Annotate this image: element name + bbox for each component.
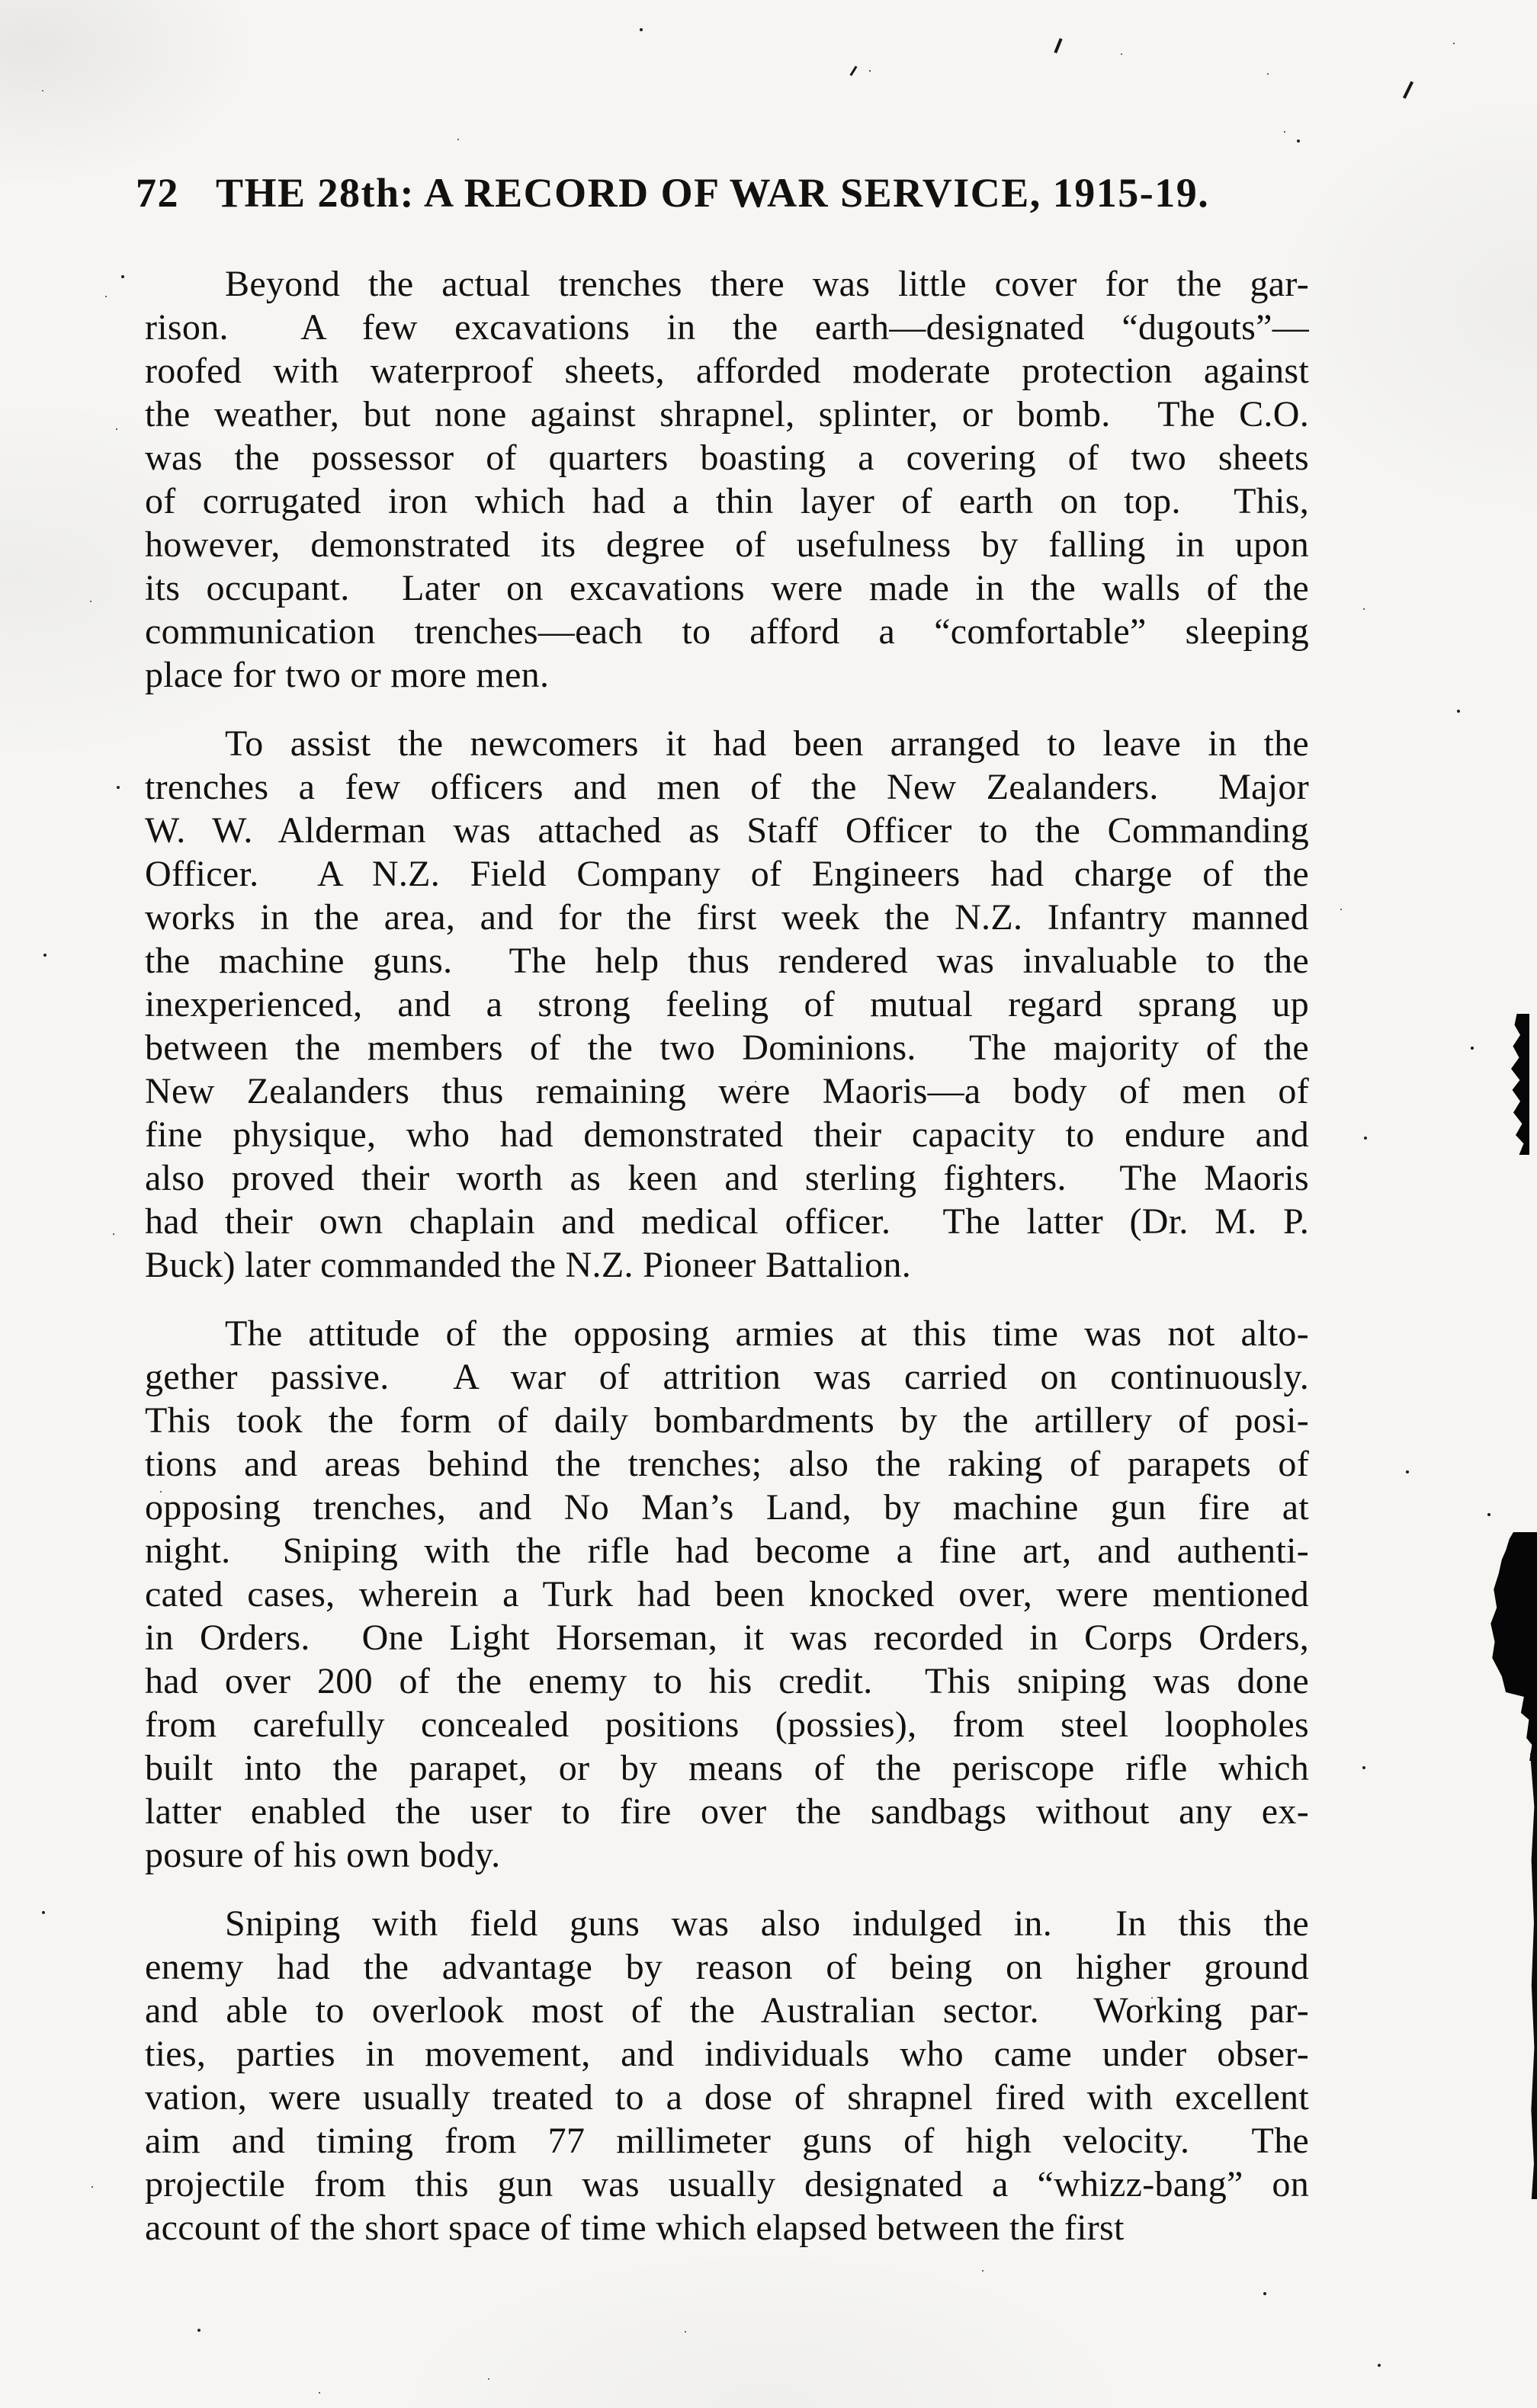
text-line: however, demonstrated its degree of usefulness by falling in upon [145, 524, 1309, 565]
scan-scratch-mark [1403, 81, 1413, 98]
text-line: between the members of the two Dominions. The majority of the [145, 1028, 1309, 1068]
paragraph [145, 262, 1309, 697]
text-line: works in the area, and for the first week the N.Z. Infantry manned [145, 897, 1309, 938]
text-line: This took the form of daily bombardments by the artillery of posi- [145, 1400, 1309, 1441]
text-line: night. Sniping with the rifle had become a fine art, and authenti- [145, 1531, 1309, 1571]
text-line: communication trenches—each to afford a “comfortable” sleeping [145, 611, 1309, 652]
text-line: its occupant. Later on excavations were made in the walls of the [145, 568, 1309, 608]
text-line: cated cases, wherein a Turk had been knocked over, were mentioned [145, 1574, 1309, 1614]
paragraph [145, 722, 1309, 1287]
text-line: Beyond the actual trenches there was little cover for the gar- [225, 264, 1309, 304]
text-line: Sniping with field guns was also indulged in. In this the [225, 1903, 1309, 1944]
text-line: place for two or more men. [145, 655, 550, 695]
ink-blot [1487, 1532, 1537, 1761]
text-line: New Zealanders thus remaining were Maoris—a body of men of [145, 1071, 1309, 1111]
text-line: had over 200 of the enemy to his credit. This sniping was done [145, 1661, 1309, 1701]
running-title: THE 28th: A RECORD OF WAR SERVICE, 1915-19. [216, 170, 1210, 216]
text-line: rison. A few excavations in the earth—designated “dugouts”— [145, 307, 1309, 348]
text-line: inexperienced, and a strong feeling of mutual regard sprang up [145, 984, 1309, 1024]
text-line: posure of his own body. [145, 1835, 501, 1875]
text-line: To assist the newcomers it had been arranged to leave in the [225, 723, 1309, 764]
paragraph [145, 1902, 1309, 2249]
text-line: Officer. A N.Z. Field Company of Engineers had charge of the [145, 854, 1309, 894]
text-line: vation, were usually treated to a dose of shrapnel fired with excellent [145, 2077, 1309, 2118]
text-line: tions and areas behind the trenches; also the raking of parapets of [145, 1444, 1309, 1484]
text-line: ties, parties in movement, and individuals who came under obser- [145, 2034, 1309, 2074]
text-line: from carefully concealed positions (possies), from steel loopholes [145, 1704, 1309, 1745]
text-line: fine physique, who had demonstrated their capacity to endure and [145, 1114, 1309, 1155]
text-line: and able to overlook most of the Australian sector. Working par- [145, 1990, 1309, 2031]
text-line: projectile from this gun was usually designated a “whizz-bang” on [145, 2164, 1309, 2204]
text-line: the machine guns. The help thus rendered was invaluable to the [145, 941, 1309, 981]
paragraph [145, 1312, 1309, 1877]
page-header [136, 169, 1209, 216]
scan-scratch-mark [850, 66, 858, 75]
text-line: also proved their worth as keen and sterling fighters. The Maoris [145, 1158, 1309, 1198]
text-line: the weather, but none against shrapnel, splinter, or bomb. The C.O. [145, 394, 1309, 434]
page-number: 72 [136, 170, 179, 216]
text-line: trenches a few officers and men of the New Zealanders. Major [145, 767, 1309, 807]
text-line: was the possessor of quarters boasting a covering of two sheets [145, 438, 1309, 478]
text-line: had their own chaplain and medical officer. The latter (Dr. M. P. [145, 1201, 1309, 1242]
text-line: roofed with waterproof sheets, afforded moderate protection against [145, 351, 1309, 391]
text-line: latter enabled the user to fire over the sandbags without any ex- [145, 1791, 1309, 1832]
text-line: enemy had the advantage by reason of being on higher ground [145, 1947, 1309, 1987]
text-line: aim and timing from 77 millimeter guns of high velocity. The [145, 2121, 1309, 2161]
text-line: in Orders. One Light Horseman, it was recorded in Corps Orders, [145, 1618, 1309, 1658]
text-line: The attitude of the opposing armies at this time was not alto- [225, 1313, 1309, 1354]
text-line: opposing trenches, and No Man’s Land, by machine gun fire at [145, 1487, 1309, 1528]
page-edge-shadow [1530, 1753, 1537, 2199]
text-line: gether passive. A war of attrition was carried on continuously. [145, 1357, 1309, 1397]
text-block [145, 262, 1309, 2249]
text-line: Buck) later commanded the N.Z. Pioneer Battalion. [145, 1245, 912, 1285]
scan-scratch-mark [1054, 38, 1062, 53]
scan-speckles [0, 0, 2, 2]
text-line: of corrugated iron which had a thin layer of earth on top. This, [145, 481, 1309, 521]
text-line: built into the parapet, or by means of the periscope rifle which [145, 1748, 1309, 1788]
ink-blot [1507, 1014, 1529, 1155]
text-line: account of the short space of time which elapsed between the first [145, 2208, 1125, 2248]
text-line: W. W. Alderman was attached as Staff Officer to the Commanding [145, 810, 1309, 851]
